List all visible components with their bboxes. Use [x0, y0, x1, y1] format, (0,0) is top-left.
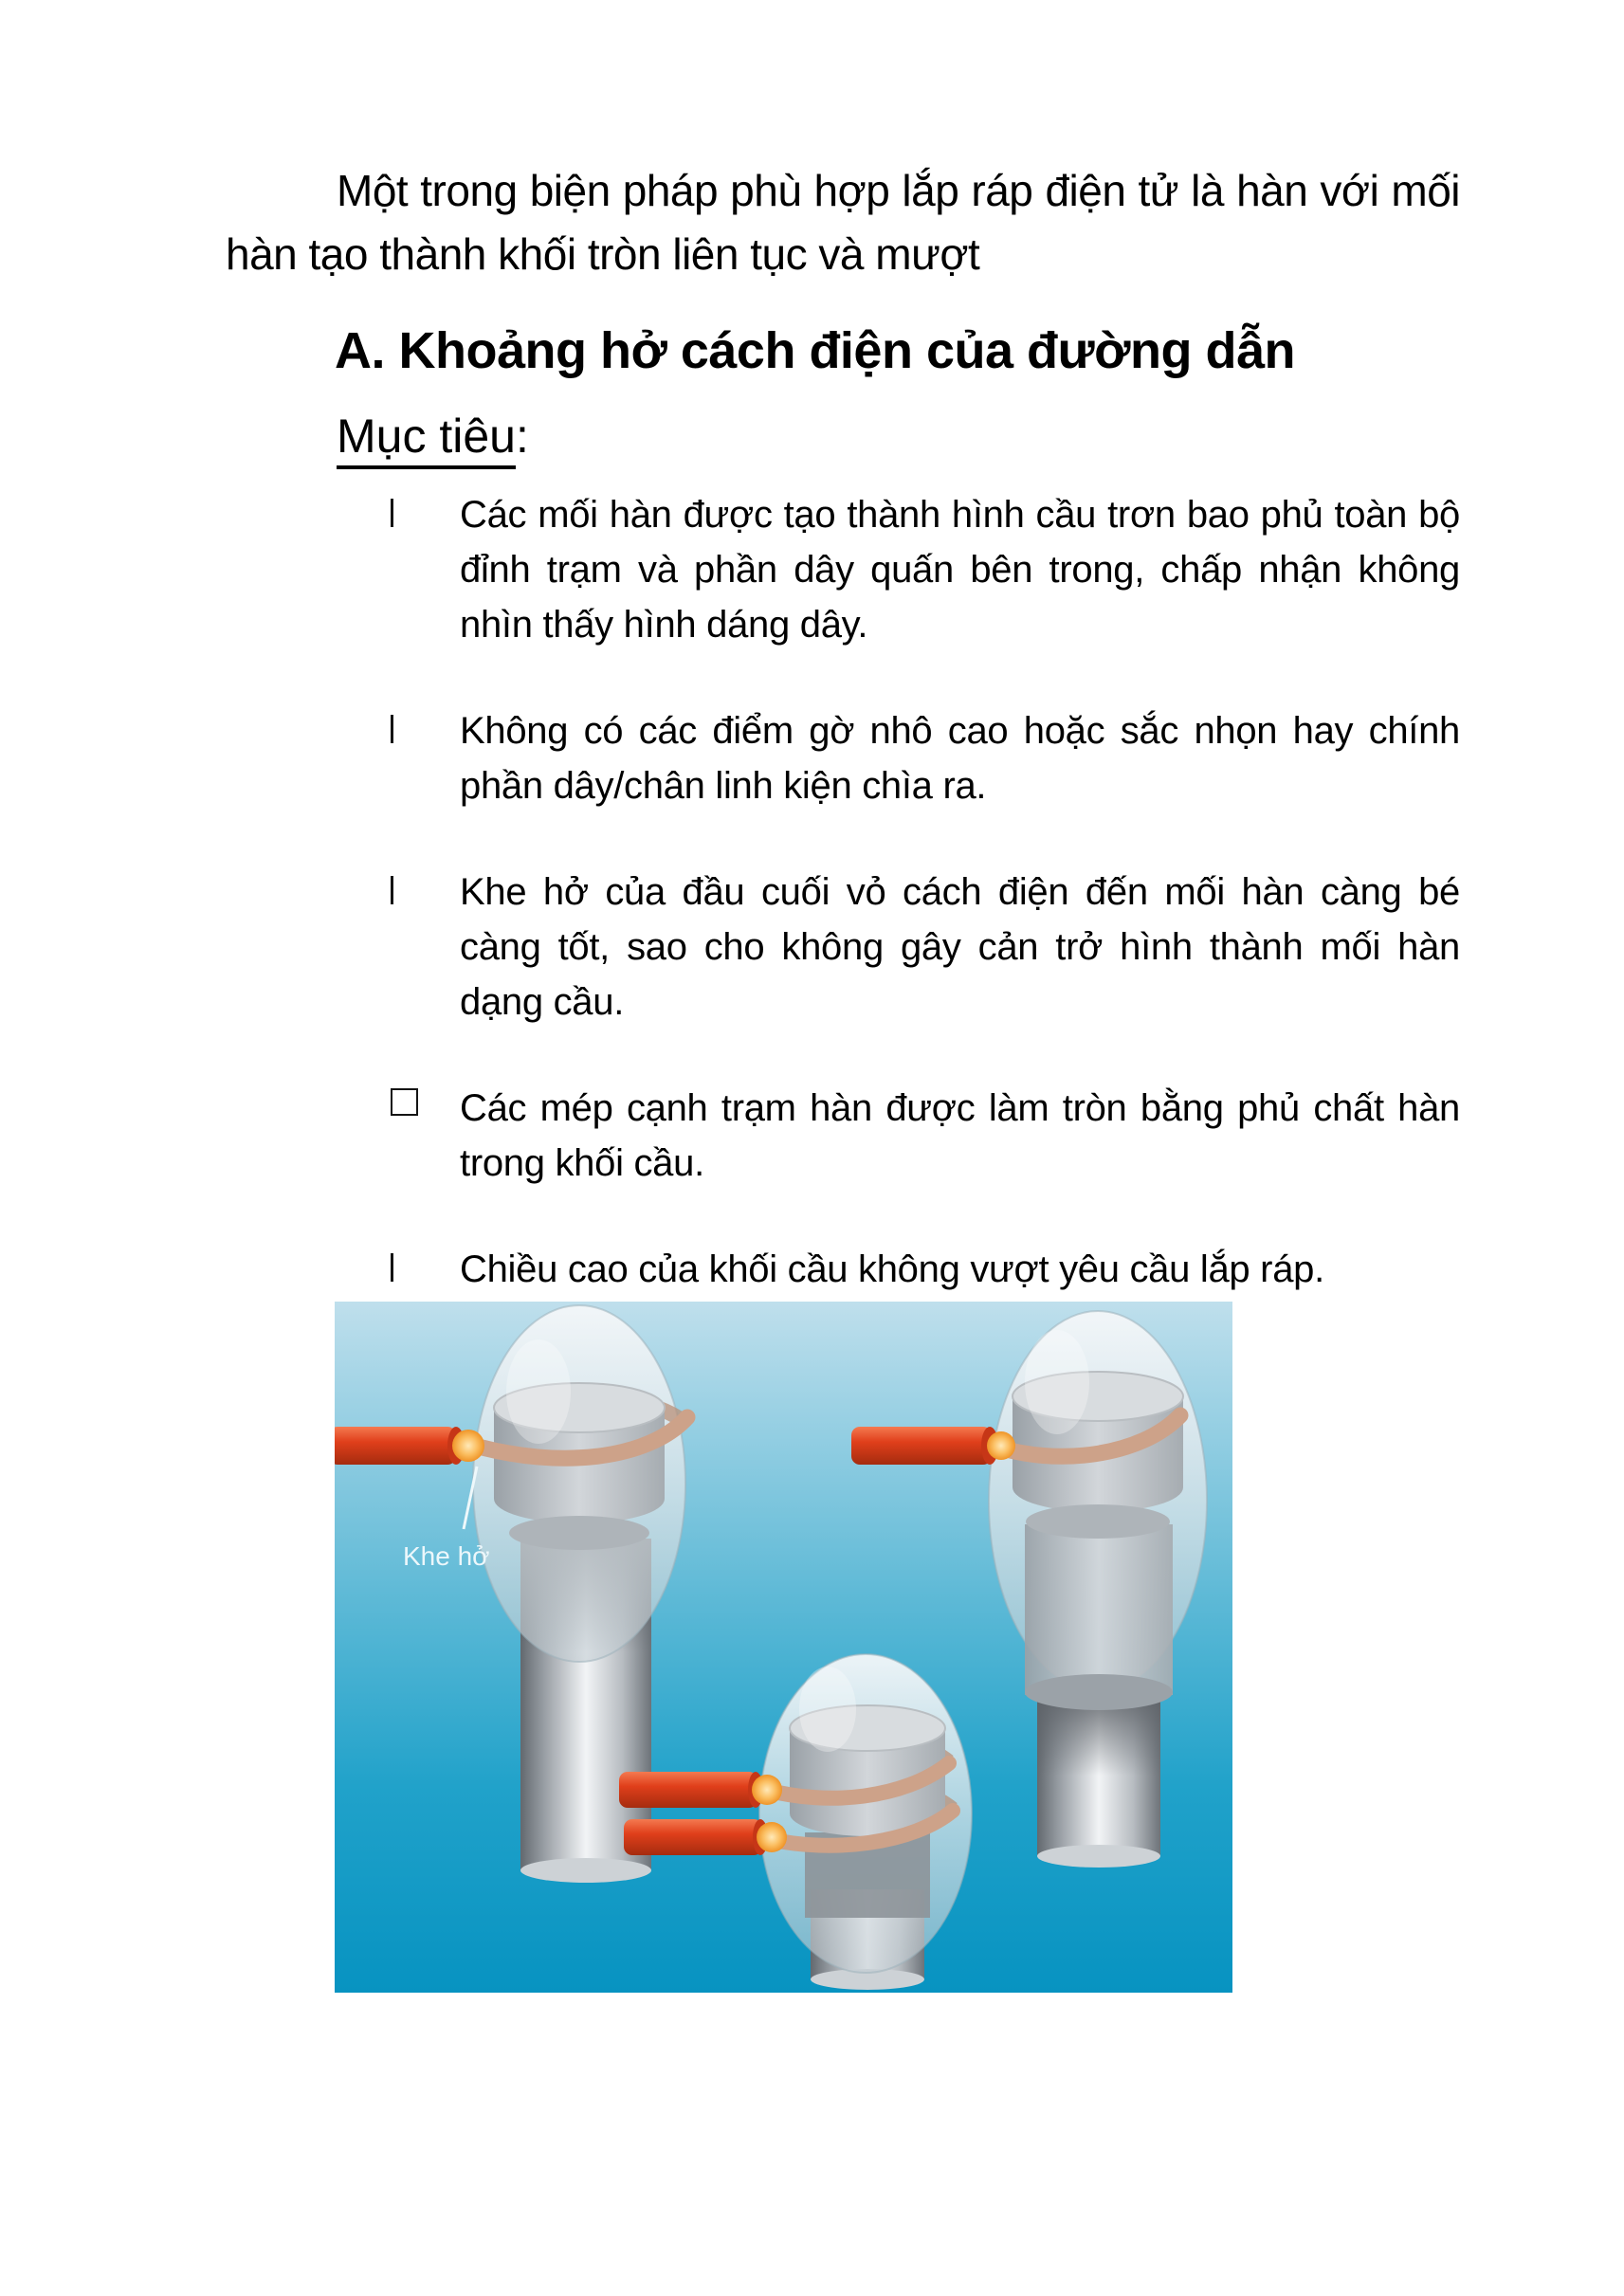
list-item — [460, 487, 1460, 652]
solder-terminal-illustration — [335, 1302, 1232, 1993]
list-item-text: Các mép cạnh trạm hàn được làm tròn bằng phủ chất hàn trong khối cầu. — [460, 1087, 1460, 1184]
wire-tip — [757, 1822, 787, 1852]
wire-tip — [752, 1775, 782, 1805]
bullet-bar-icon — [391, 715, 393, 743]
solder-terminal-figure — [335, 1302, 1232, 1993]
list-item — [460, 1242, 1460, 1297]
red-wire — [851, 1427, 992, 1465]
gap-label: Khe hở — [403, 1541, 490, 1571]
wire-tip — [987, 1431, 1015, 1460]
bullet-bar-icon — [391, 499, 393, 527]
list-item — [460, 1081, 1460, 1191]
bullet-bar-icon — [391, 1253, 393, 1282]
list-item — [460, 865, 1460, 1030]
subheading — [337, 408, 1460, 465]
list-item-text: Không có các điểm gờ nhô cao hoặc sắc nhọn hay chính phần dây/chân linh kiện chìa ra. — [460, 710, 1460, 807]
list-item-text: Khe hở của đầu cuối vỏ cách điện đến mối hàn càng bé càng tốt, sao cho không gây cản trở hình thành mối hàn dạng cầu. — [460, 871, 1460, 1023]
red-wire — [619, 1772, 757, 1808]
list-item — [460, 703, 1460, 813]
list-item-text: Các mối hàn được tạo thành hình cầu trơn bao phủ toàn bộ đỉnh trạm và phần dây quấn bên trong, chấp nhận không nhìn thấy hình dáng dây. — [460, 494, 1460, 646]
list-item-text: Chiều cao của khối cầu không vượt yêu cầu lắp ráp. — [460, 1248, 1324, 1290]
objectives-list — [460, 487, 1460, 1297]
red-wire — [335, 1427, 456, 1465]
subheading-colon: : — [515, 410, 529, 463]
intro-paragraph: Một trong biện pháp phù hợp lắp ráp điện tử là hàn với mối hàn tạo thành khối tròn liên tục và mượt — [226, 166, 1460, 279]
wire-tip — [452, 1430, 484, 1462]
subheading-underlined-text: Mục tiêu — [337, 410, 516, 469]
bullet-bar-icon — [391, 876, 393, 904]
bullet-box-icon — [391, 1088, 418, 1116]
section-heading: A. Khoảng hở cách điện của đường dẫn — [335, 322, 1295, 379]
red-wire — [624, 1819, 762, 1855]
